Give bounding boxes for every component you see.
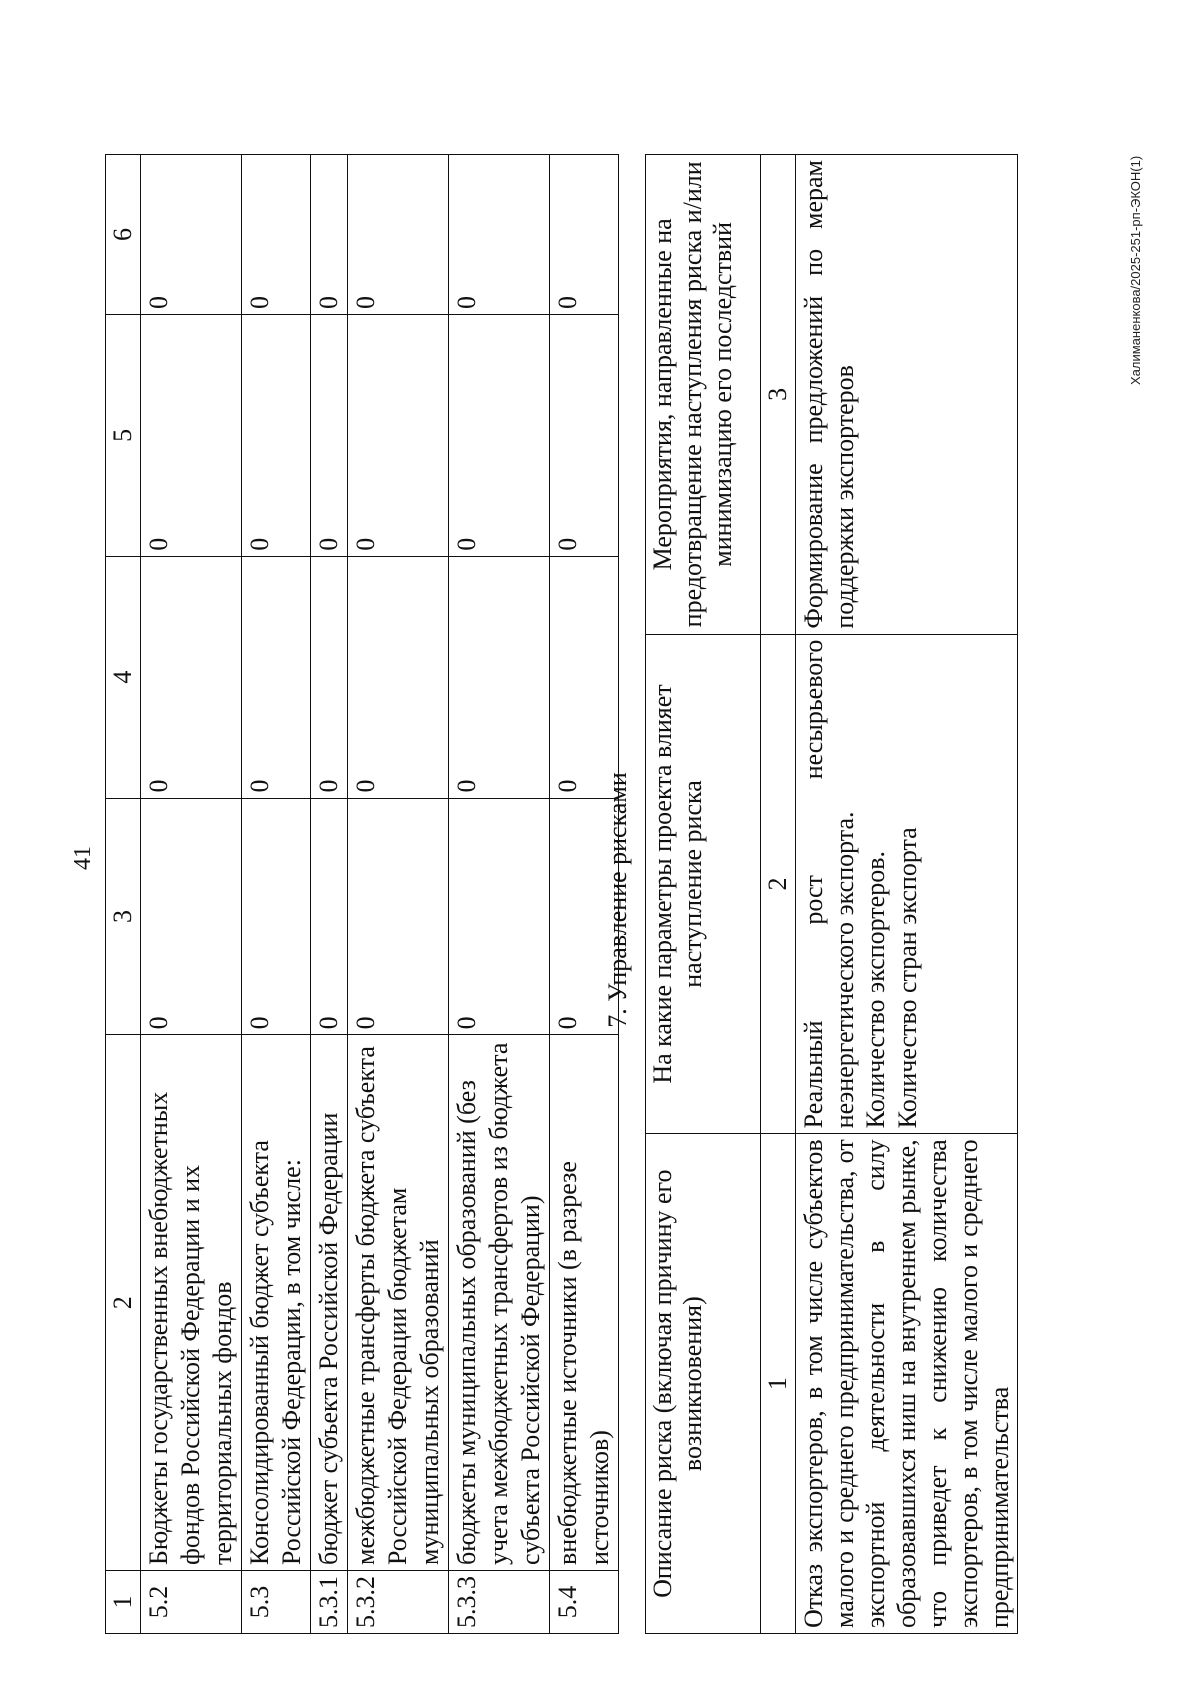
row-name: внебюджетные источники (в разрезе источников) <box>550 1035 619 1571</box>
cell-value: 0 <box>141 556 242 798</box>
cell-value: 0 <box>311 556 348 798</box>
table-row <box>449 155 550 1634</box>
cell-value: 0 <box>550 155 619 315</box>
table-row <box>348 155 449 1634</box>
column-header: Описание риска (включая причину его возникновения) <box>646 1134 761 1634</box>
risk-parameters <box>796 634 1018 1134</box>
table-row <box>311 155 348 1634</box>
cell-value: 0 <box>141 315 242 557</box>
row-code: 5.4 <box>550 1571 619 1634</box>
table-row <box>242 155 311 1634</box>
column-header: Мероприятия, направленные на предотвращение наступления риска и/или минимизацию его последствий <box>646 155 761 635</box>
table-header-row <box>646 155 761 1634</box>
cell-value: 0 <box>348 798 449 1035</box>
column-header: 5 <box>106 315 141 557</box>
table-row <box>141 155 242 1634</box>
row-code: 5.3.1 <box>311 1571 348 1634</box>
cell-value: 0 <box>311 315 348 557</box>
table-row <box>796 155 1018 1634</box>
row-code: 5.3.2 <box>348 1571 449 1634</box>
column-header: 3 <box>106 798 141 1035</box>
risk-measures: Формирование предложений по мерам поддержки экспортеров <box>796 155 1018 635</box>
cell-value: 0 <box>242 315 311 557</box>
cell-value: 0 <box>550 798 619 1035</box>
column-index: 2 <box>761 634 796 1134</box>
table-header-row <box>106 155 141 1634</box>
column-index: 1 <box>761 1134 796 1634</box>
cell-value: 0 <box>550 315 619 557</box>
document-footer-code: Халиманенкова/2025-251-рп-ЭКОН(1) <box>1128 155 1143 385</box>
cell-value: 0 <box>348 556 449 798</box>
risk-description: Отказ экспортеров, в том числе субъектов малого и среднего предпринимательства, от экспортной деятельности в силу образовавшихся ниш на внутреннем рынке, что приведет к снижению количества экспортеров, в том числе малого и среднего предпринимательства <box>796 1134 1018 1634</box>
parameter-item: Реальный рост несырьевого неэнергетического экспорта. <box>799 639 859 1129</box>
cell-value: 0 <box>449 556 550 798</box>
row-name: Консолидированный бюджет субъекта Российской Федерации, в том числе: <box>242 1035 311 1571</box>
cell-value: 0 <box>348 155 449 315</box>
cell-value: 0 <box>311 155 348 315</box>
row-name: межбюджетные трансферты бюджета субъекта Российской Федерации бюджетам муниципальных образований <box>348 1035 449 1571</box>
cell-value: 0 <box>242 556 311 798</box>
cell-value: 0 <box>449 155 550 315</box>
budget-table <box>105 154 619 1634</box>
column-index: 3 <box>761 155 796 635</box>
parameter-item: Количество экспортеров. <box>861 851 890 1129</box>
cell-value: 0 <box>348 315 449 557</box>
cell-value: 0 <box>242 798 311 1035</box>
column-header: 4 <box>106 556 141 798</box>
row-code: 5.3 <box>242 1571 311 1634</box>
cell-value: 0 <box>449 315 550 557</box>
section-title: 7. Управление рисками <box>603 772 632 1028</box>
row-name: бюджеты муниципальных образований (без учета межбюджетных трансфертов из бюджета субъекта Российской Федерации) <box>449 1035 550 1571</box>
column-header: На какие параметры проекта влияет наступление риска <box>646 634 761 1134</box>
column-header: 2 <box>106 1035 141 1571</box>
row-code: 5.2 <box>141 1571 242 1634</box>
row-name: Бюджеты государственных внебюджетных фондов Российской Федерации и их территориальных фондов <box>141 1035 242 1571</box>
cell-value: 0 <box>242 155 311 315</box>
parameter-item: Количество стран экспорта <box>893 827 922 1129</box>
cell-value: 0 <box>550 556 619 798</box>
cell-value: 0 <box>141 798 242 1035</box>
row-code: 5.3.3 <box>449 1571 550 1634</box>
risk-table <box>645 154 1018 1634</box>
cell-value: 0 <box>449 798 550 1035</box>
column-header: 6 <box>106 155 141 315</box>
column-header: 1 <box>106 1571 141 1634</box>
table-index-row <box>761 155 796 1634</box>
row-name: бюджет субъекта Российской Федерации <box>311 1035 348 1571</box>
page-number: 41 <box>70 846 96 870</box>
cell-value: 0 <box>311 798 348 1035</box>
cell-value: 0 <box>141 155 242 315</box>
